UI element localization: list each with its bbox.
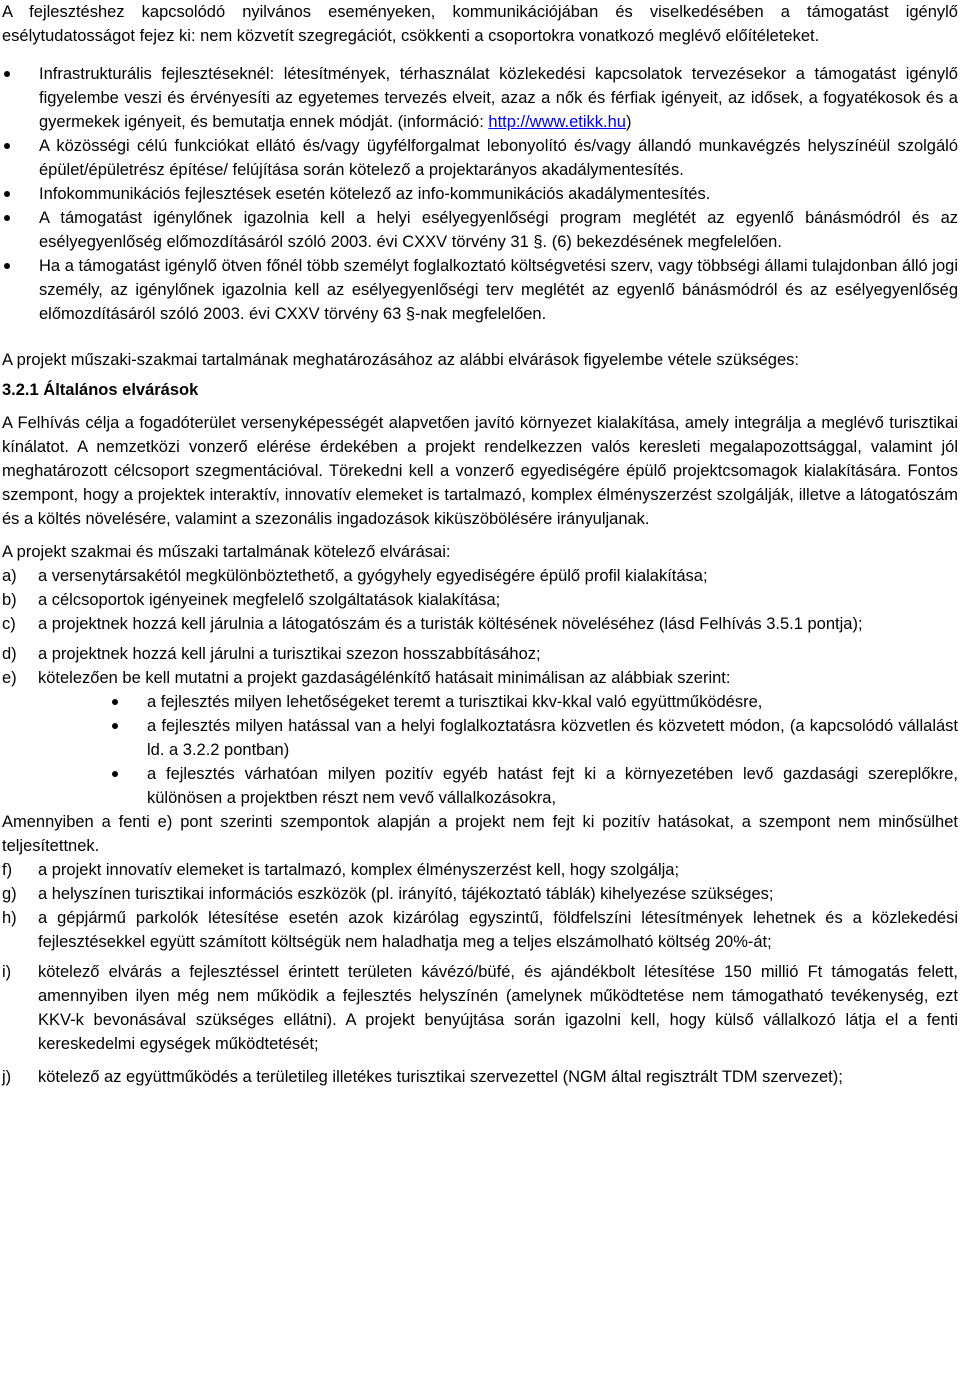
- projekt-intro-paragraph: A projekt műszaki-szakmai tartalmának meghatározásához az alábbi elvárások figyelembe vétele szükséges:: [2, 351, 799, 369]
- list-item: i) kötelező elvárás a fejlesztéssel érintett területen kávézó/büfé, és ajándékbolt létesítése 150 millió Ft támogatás felett, amennyiben ilyen még nem működik a fejlesztés helyszínén (amelynek működtetése nem támogatható tevékenység, ezt KKV-k bevonásával szükséges ellátni). A projekt benyújtása során igazolni kell, hogy külső vállalkozó látja el a fenti kereskedelmi egységek működtetését;: [2, 963, 958, 1053]
- list-item: f) a projekt innovatív elemeket is tartalmazó, komplex élményszerzést kell, hogy szolgálja;: [2, 861, 680, 879]
- list-item: b) a célcsoportok igényeinek megfelelő szolgáltatások kialakítása;: [2, 591, 501, 609]
- list-item: [2, 254, 958, 326]
- etikk-link[interactable]: http://www.etikk.hu: [488, 113, 626, 131]
- bullet-text: Infokommunikációs fejlesztések esetén kötelező az info-kommunikációs akadálymentesítés.: [39, 185, 711, 203]
- list-item: a fejlesztés milyen hatással van a helyi foglalkoztatásra közvetlen és közvetett módon, (a kapcsolódó vállalást ld. a 3.2.2 pontban): [110, 714, 958, 762]
- bullet-text: A támogatást igénylőnek igazolnia kell a helyi esélyegyenlőségi program meglétét az egyenlő bánásmódról és az esélyegyenlőség előmozdításáról szóló 2003. évi CXXV törvény 31 §. (6) bekezdésének megfelelően.: [39, 209, 958, 251]
- list-item: g) a helyszínen turisztikai információs eszközök (pl. irányító, tájékoztató táblák) kihelyezése szükséges;: [2, 885, 774, 903]
- list-item: j) kötelező az együttműködés a területileg illetékes turisztikai szervezettel (NGM által regisztrált TDM szervezet);: [2, 1068, 843, 1086]
- bullet-text: Infrastrukturális fejlesztéseknél: létesítmények, térhasználat közlekedési kapcsolatok tervezésekor a támogatást igénylő figyelembe veszi és érvényesíti az egyetemes tervezés elveit, azaz a nők és férfiak igényeit, az idősek, a fogyatékosok és a gyermekek igényeit, és bemutatja ennek módját. (információ:: [39, 65, 958, 131]
- bullet-dot-icon: [112, 723, 118, 729]
- bullet-dot-icon: [112, 699, 118, 705]
- economic-effects-sub-list: [2, 690, 958, 810]
- list-item: a fejlesztés várhatóan milyen pozitív egyéb hatást fejt ki a környezetében levő gazdasági szereplőkre, különösen a projektben részt nem vevő vállalkozásokra,: [110, 762, 958, 810]
- list-item: e) kötelezően be kell mutatni a projekt gazdaságélénkítő hatásait minimálisan az alábbiak szerint:: [2, 669, 731, 687]
- bullet-dot-icon: [4, 263, 10, 269]
- list-item: [2, 134, 958, 182]
- bullet-dot-icon: [112, 771, 118, 777]
- principles-bullet-list: [2, 62, 958, 326]
- bullet-dot-icon: [4, 191, 10, 197]
- list-item: [2, 206, 958, 254]
- section-heading: [2, 378, 958, 402]
- bullet-dot-icon: [4, 215, 10, 221]
- list-item: [2, 182, 958, 206]
- requirements-list-a-e: [2, 564, 958, 690]
- bullet-dot-icon: [4, 143, 10, 149]
- list-item: [2, 62, 958, 134]
- list-item: h) a gépjármű parkolók létesítése esetén azok kizárólag egyszintű, földfelszíni létesítmények lehetnek és a közlekedési fejlesztésekkel együtt számított költségük nem haladhatja meg a teljes elszámolható költség 20%-át;: [2, 909, 958, 951]
- list-item: d) a projektnek hozzá kell járulni a turisztikai szezon hosszabbításához;: [2, 645, 541, 663]
- intro-paragraph: A fejlesztéshez kapcsolódó nyilvános eseményeken, kommunikációjában és viselkedésében a támogatást igénylő esélytudatosságot fejez ki: nem közvetít szegregációt, csökkenti a csoportokra vonatkozó meglévő előítéleteket.: [2, 3, 958, 45]
- section-title: Általános elvárások: [43, 381, 199, 399]
- bullet-text-tail: ): [625, 113, 632, 131]
- felhivas-paragraph: A Felhívás célja a fogadóterület versenyképességét alapvetően javító környezet kialakítása, amely integrálja a meglévő turisztikai kínálatot. A nemzetközi vonzerő elérése érdekében a projekt rendelkezzen valós keresleti megalapozottsággal, valamint jól meghatározott célcsoport szegmentációval. Törekedni kell a vonzerő egyediségére épülő projektcsomagok kialakítására. Fontos szempont, hogy a projektek interaktív, innovatív elemeket is tartalmazó, komplex élményszerzést szolgálják, illetve a látogatószám és a költés növelésére, valamint a szezonális ingadozások kiküszöbölésére irányuljanak.: [2, 414, 958, 528]
- requirements-list-f-j: [2, 858, 958, 1089]
- requirements-heading: A projekt szakmai és műszaki tartalmának kötelező elvárásai:: [2, 543, 451, 561]
- amennyiben-paragraph: Amennyiben a fenti e) pont szerinti szempontok alapján a projekt nem fejt ki pozitív hatásokat, a szempont nem minősülhet teljesítettnek.: [2, 813, 958, 855]
- bullet-text: A közösségi célú funkciókat ellátó és/vagy ügyfélforgalmat lebonyolító és/vagy állandó munkavégzés helyszínéül szolgáló épület/épületrész építése/ felújítása során kötelező a projektarányos akadálymentesítés.: [39, 137, 958, 179]
- list-item: a) a versenytársakétól megkülönböztethető, a gyógyhely egyediségére épülő profil kialakítása;: [2, 567, 708, 585]
- list-item: a fejlesztés milyen lehetőségeket teremt a turisztikai kkv-kkal való együttműködésre,: [110, 690, 958, 714]
- list-item: c) a projektnek hozzá kell járulnia a látogatószám és a turisták költésének növeléséhez (lásd Felhívás 3.5.1 pontja);: [2, 615, 863, 633]
- bullet-text: Ha a támogatást igénylő ötven főnél több személyt foglalkoztató költségvetési szerv, vagy többségi állami tulajdonban álló jogi személy, az igénylőnek igazolnia kell az esélyegyenlőségi terv meglétét az egyenlő bánásmódról és az esélyegyenlőség előmozdításáról szóló 2003. évi CXXV törvény 63 §-nak megfelelően.: [39, 257, 958, 323]
- section-number: 3.2.1: [2, 381, 39, 399]
- bullet-dot-icon: [4, 71, 10, 77]
